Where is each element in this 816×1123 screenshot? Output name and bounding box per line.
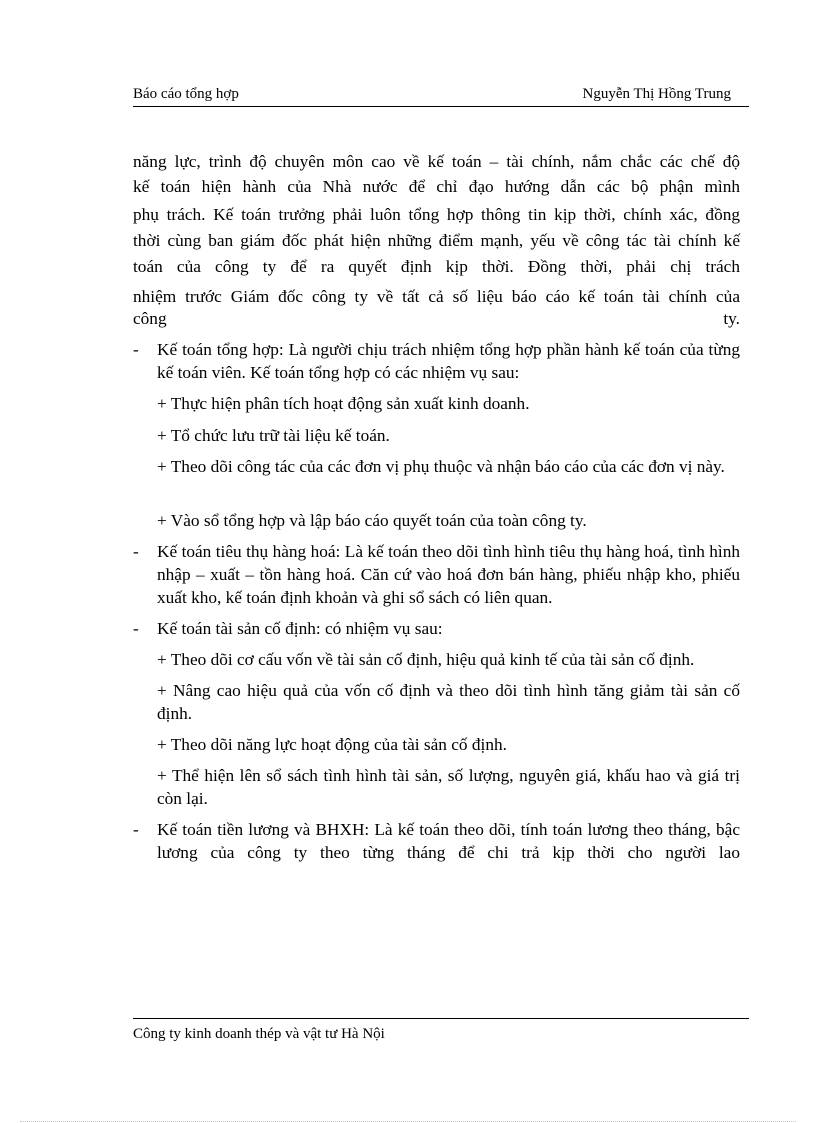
sub-item: + Theo dõi cơ cấu vốn về tài sản cố định, hiệu quả kinh tế của tài sản cố định. xyxy=(157,650,695,669)
sub-item: + Vào sổ tổng hợp và lập báo cáo quyết toán của toàn công ty. xyxy=(157,511,587,530)
list-bullet: - xyxy=(133,340,139,359)
header-author: Nguyễn Thị Hồng Trung xyxy=(582,86,731,102)
list-bullet: - xyxy=(133,619,139,638)
list-bullet: - xyxy=(133,820,139,839)
header-title: Báo cáo tổng hợp xyxy=(133,86,239,102)
intro-line: phụ trách. Kế toán trưởng phải luôn tổng hợp thông tin kịp thời, chính xác, đồng xyxy=(133,205,740,224)
intro-line: toán của công ty để ra quyết định kịp thời. Đồng thời, phải chị trách xyxy=(133,257,740,276)
footer-company: Công ty kinh doanh thép và vật tư Hà Nội xyxy=(133,1026,385,1042)
page-footer xyxy=(133,1018,749,1043)
sub-item: + Thực hiện phân tích hoạt động sản xuất kinh doanh. xyxy=(157,394,530,413)
sub-item: + Nâng cao hiệu quả của vốn cố định và theo dõi tình hình tăng giảm tài sản cố định. xyxy=(157,681,740,723)
intro-line: nhiệm trước Giám đốc công ty về tất cả số liệu báo cáo kế toán tài chính của xyxy=(133,287,740,306)
list-item-ke-toan-tieu-thu: Kế toán tiêu thụ hàng hoá: Là kế toán theo dõi tình hình tiêu thụ hàng hoá, tình hình nhập – xuất – tồn hàng hoá. Căn cứ vào hoá đơn bán hàng, phiếu nhập kho, phiếu xuất kho, kế toán định khoản và ghi sổ sách có liên quan. xyxy=(157,542,740,607)
page-bottom-rule xyxy=(20,1121,796,1122)
intro-end-left: công xyxy=(133,309,167,328)
sub-item: + Theo dõi công tác của các đơn vị phụ thuộc và nhận báo cáo của các đơn vị này. xyxy=(157,457,725,476)
sub-item: + Tổ chức lưu trữ tài liệu kế toán. xyxy=(157,426,390,445)
sub-item: + Thể hiện lên sổ sách tình hình tài sản, số lượng, nguyên giá, khấu hao và giá trị còn lại. xyxy=(157,766,740,808)
list-item-ke-toan-tong-hop: Kế toán tổng hợp: Là người chịu trách nhiệm tổng hợp phần hành kế toán của từng kế toán viên. Kế toán tổng hợp có các nhiệm vụ sau: xyxy=(157,340,740,382)
list-item-ke-toan-tien-luong: Kế toán tiền lương và BHXH: Là kế toán theo dõi, tính toán lương theo tháng, bậc lương của công ty theo từng tháng để chi trả kịp thời cho người lao xyxy=(157,820,740,862)
intro-line: thời cùng ban giám đốc phát hiện những điểm mạnh, yếu về công tác tài chính kế xyxy=(133,231,740,250)
intro-line: kế toán hiện hành của Nhà nước để chỉ đạo hướng dẫn các bộ phận mình xyxy=(133,177,740,196)
intro-end-right: ty. xyxy=(723,309,740,328)
list-bullet: - xyxy=(133,542,139,561)
list-item-ke-toan-tscd: Kế toán tài sản cố định: có nhiệm vụ sau: xyxy=(157,619,443,638)
page-header xyxy=(133,84,749,107)
sub-item: + Theo dõi năng lực hoạt động của tài sản cố định. xyxy=(157,735,507,754)
intro-line: năng lực, trình độ chuyên môn cao về kế toán – tài chính, nắm chắc các chế độ xyxy=(133,152,740,171)
